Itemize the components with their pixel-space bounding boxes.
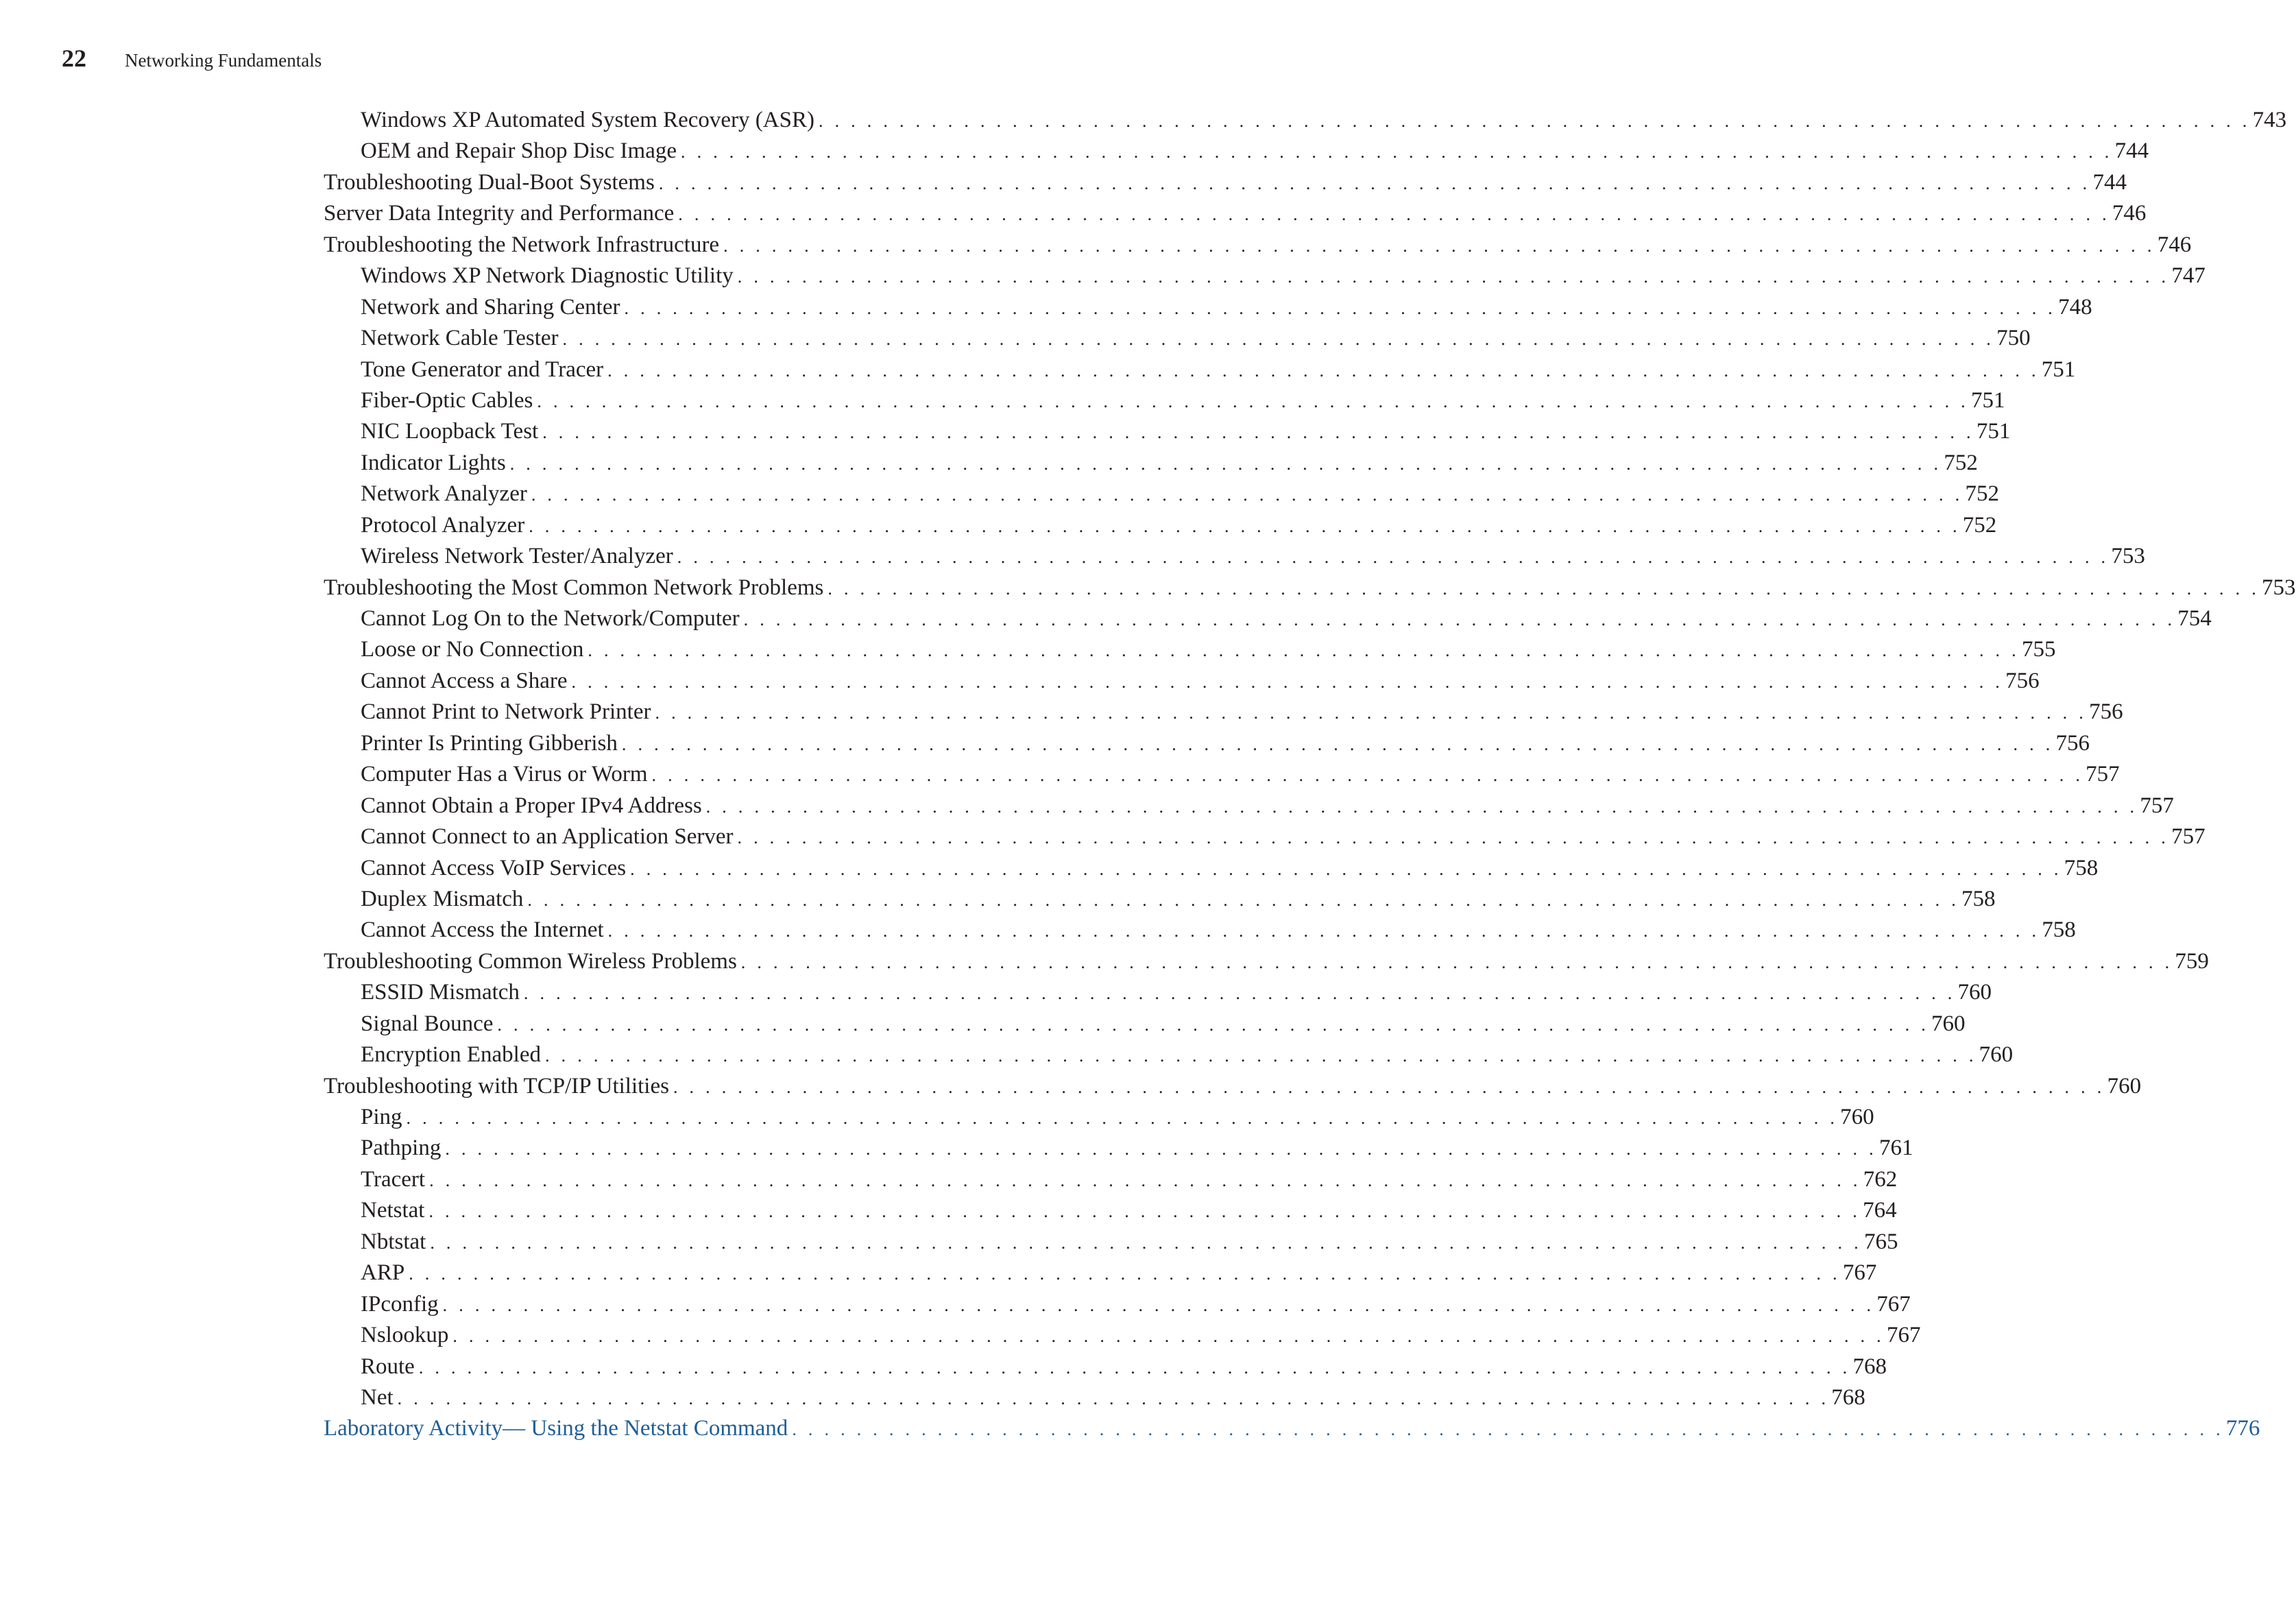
dot-leader: . . . . . . . . . . . . . . . . . . . . . . . . . . . . . . . . . . . . . . . . . . . . . . . . . . . . . . . . . . . . . . . . . . . . . . . . . . . . . . . . . . . . . . . . . bbox=[588, 640, 2020, 661]
toc-entry-page-number: 765 bbox=[1863, 1229, 1898, 1254]
dot-leader: . . . . . . . . . . . . . . . . . . . . . . . . . . . . . . . . . . . . . . . . . . . . . . . . . . . . . . . . . . . . . . . . . . . . . . . . . . . . . . . . . . . . . . . . . bbox=[545, 1046, 1977, 1066]
dot-leader: . . . . . . . . . . . . . . . . . . . . . . . . . . . . . . . . . . . . . . . . . . . . . . . . . . . . . . . . . . . . . . . . . . . . . . . . . . . . . . . . . . . . . . . . . bbox=[409, 1264, 1841, 1284]
toc-entry bbox=[324, 416, 2011, 447]
toc-entry-title: Cannot Log On to the Network/Computer bbox=[361, 606, 740, 631]
toc-entry-page-number: 751 bbox=[1976, 419, 2011, 444]
toc-entry-page-number: 762 bbox=[1863, 1166, 1898, 1192]
dot-leader: . . . . . . . . . . . . . . . . . . . . . . . . . . . . . . . . . . . . . . . . . . . . . . . . . . . . . . . . . . . . . . . . . . . . . . . . . . . . . . . . . . . . . . . . . bbox=[529, 516, 1961, 536]
dot-leader: . . . . . . . . . . . . . . . . . . . . . . . . . . . . . . . . . . . . . . . . . . . . . . . . . . . . . . . . . . . . . . . . . . . . . . . . . . . . . . . . . . . . . . . . . bbox=[509, 453, 1942, 474]
toc-entry bbox=[324, 977, 1992, 1008]
dot-leader: . . . . . . . . . . . . . . . . . . . . . . . . . . . . . . . . . . . . . . . . . . . . . . . . . . . . . . . . . . . . . . . . . . . . . . . . . . . . . . . . . . . . . . . . . bbox=[723, 235, 2155, 256]
toc-entry bbox=[324, 884, 1996, 915]
toc-entry bbox=[324, 292, 2092, 323]
dot-leader: . . . . . . . . . . . . . . . . . . . . . . . . . . . . . . . . . . . . . . . . . . . . . . . . . . . . . . . . . . . . . . . . . . . . . . . . . . . . . . . . . . . . . . . . . bbox=[537, 391, 1969, 411]
toc-entry-lab-activity bbox=[324, 1413, 2260, 1444]
toc-entry bbox=[324, 1227, 1898, 1258]
toc-entry bbox=[324, 1133, 1913, 1164]
toc-entry-page-number: 767 bbox=[1876, 1291, 1911, 1317]
toc-entry bbox=[324, 510, 1997, 541]
dot-leader: . . . . . . . . . . . . . . . . . . . . . . . . . . . . . . . . . . . . . . . . . . . . . . . . . . . . . . . . . . . . . . . . . . . . . . . . . . . . . . . . . . . . . . . . . bbox=[445, 1139, 1877, 1160]
toc-entry-page-number: 758 bbox=[2064, 855, 2099, 880]
toc-entry-page-number: 768 bbox=[1852, 1354, 1887, 1379]
toc-entry bbox=[324, 1258, 1877, 1288]
toc-entry-page-number: 744 bbox=[2114, 139, 2149, 164]
toc-entry-title: Troubleshooting with TCP/IP Utilities bbox=[324, 1073, 669, 1098]
dot-leader: . . . . . . . . . . . . . . . . . . . . . . . . . . . . . . . . . . . . . . . . . . . . . . . . . . . . . . . . . . . . . . . . . . . . . . . . . . . . . . . . . . . . . . . . . bbox=[542, 422, 1974, 443]
toc-entry bbox=[324, 1164, 1898, 1195]
toc-entry-title: Loose or No Connection bbox=[361, 637, 584, 662]
toc-entry-page-number: 744 bbox=[2092, 169, 2127, 195]
toc-entry-title: Laboratory Activity— Using the Netstat Command bbox=[324, 1416, 788, 1441]
toc-entry bbox=[324, 261, 2206, 291]
dot-leader: . . . . . . . . . . . . . . . . . . . . . . . . . . . . . . . . . . . . . . . . . . . . . . . . . . . . . . . . . . . . . . . . . . . . . . . . . . . . . . . . . . . . . . . . . bbox=[527, 889, 1959, 910]
toc-entry-title: OEM and Repair Shop Disc Image bbox=[361, 139, 677, 164]
toc-entry-title: Cannot Obtain a Proper IPv4 Address bbox=[361, 793, 702, 818]
toc-entry bbox=[324, 1102, 1874, 1133]
toc-entry-title: Cannot Access VoIP Services bbox=[361, 855, 627, 880]
toc-entry-page-number: 757 bbox=[2086, 762, 2120, 787]
dot-leader: . . . . . . . . . . . . . . . . . . . . . . . . . . . . . . . . . . . . . . . . . . . . . . . . . . . . . . . . . . . . . . . . . . . . . . . . . . . . . . . . . . . . . . . . . bbox=[818, 111, 2251, 131]
dot-leader: . . . . . . . . . . . . . . . . . . . . . . . . . . . . . . . . . . . . . . . . . . . . . . . . . . . . . . . . . . . . . . . . . . . . . . . . . . . . . . . . . . . . . . . . . bbox=[651, 765, 2084, 786]
toc-entry-page-number: 751 bbox=[2041, 357, 2076, 382]
toc-entry-page-number: 759 bbox=[2175, 948, 2209, 974]
dot-leader: . . . . . . . . . . . . . . . . . . . . . . . . . . . . . . . . . . . . . . . . . . . . . . . . . . . . . . . . . . . . . . . . . . . . . . . . . . . . . . . . . . . . . . . . . bbox=[429, 1170, 1861, 1190]
toc-entry-page-number: 760 bbox=[2107, 1073, 2142, 1098]
dot-leader: . . . . . . . . . . . . . . . . . . . . . . . . . . . . . . . . . . . . . . . . . . . . . . . . . . . . . . . . . . . . . . . . . . . . . . . . . . . . . . . . . . . . . . . . . bbox=[406, 1108, 1839, 1128]
toc-entry-page-number: 747 bbox=[2171, 263, 2206, 289]
dot-leader: . . . . . . . . . . . . . . . . . . . . . . . . . . . . . . . . . . . . . . . . . . . . . . . . . . . . . . . . . . . . . . . . . . . . . . . . . . . . . . . . . . . . . . . . . bbox=[655, 703, 2088, 723]
dot-leader: . . . . . . . . . . . . . . . . . . . . . . . . . . . . . . . . . . . . . . . . . . . . . . . . . . . . . . . . . . . . . . . . . . . . . . . . . . . . . . . . . . . . . . . . . bbox=[497, 1014, 1930, 1035]
toc-entry bbox=[324, 1352, 1887, 1382]
dot-leader: . . . . . . . . . . . . . . . . . . . . . . . . . . . . . . . . . . . . . . . . . . . . . . . . . . . . . . . . . . . . . . . . . . . . . . . . . . . . . . . . . . . . . . . . . bbox=[705, 796, 2138, 817]
dot-leader: . . . . . . . . . . . . . . . . . . . . . . . . . . . . . . . . . . . . . . . . . . . . . . . . . . . . . . . . . . . . . . . . . . . . . . . . . . . . . . . . . . . . . . . . . bbox=[523, 983, 1956, 1004]
dot-leader: . . . . . . . . . . . . . . . . . . . . . . . . . . . . . . . . . . . . . . . . . . . . . . . . . . . . . . . . . . . . . . . . . . . . . . . . . . . . . . . . . . . . . . . . . bbox=[630, 858, 2062, 879]
toc-entry-title: Windows XP Automated System Recovery (ASR) bbox=[361, 108, 814, 132]
dot-leader: . . . . . . . . . . . . . . . . . . . . . . . . . . . . . . . . . . . . . . . . . . . . . . . . . . . . . . . . . . . . . . . . . . . . . . . . . . . . . . . . . . . . . . . . . bbox=[737, 828, 2170, 848]
dot-leader: . . . . . . . . . . . . . . . . . . . . . . . . . . . . . . . . . . . . . . . . . . . . . . . . . . . . . . . . . . . . . . . . . . . . . . . . . . . . . . . . . . . . . . . . . bbox=[737, 267, 2170, 287]
toc-entry-title: Encryption Enabled bbox=[361, 1042, 542, 1068]
toc-entry bbox=[324, 479, 1999, 509]
toc-entry-title: Troubleshooting Common Wireless Problems bbox=[324, 948, 737, 974]
page-number: 22 bbox=[62, 45, 86, 72]
toc-entry-page-number: 768 bbox=[1831, 1384, 1865, 1410]
toc-entry-title: Network and Sharing Center bbox=[361, 294, 620, 320]
toc-entry bbox=[324, 448, 1978, 479]
toc-entry-title: Computer Has a Virus or Worm bbox=[361, 762, 648, 787]
toc-entry-page-number: 752 bbox=[1965, 481, 1999, 507]
dot-leader: . . . . . . . . . . . . . . . . . . . . . . . . . . . . . . . . . . . . . . . . . . . . . . . . . . . . . . . . . . . . . . . . . . . . . . . . . . . . . . . . . . . . . . . . . bbox=[442, 1295, 1875, 1315]
dot-leader: . . . . . . . . . . . . . . . . . . . . . . . . . . . . . . . . . . . . . . . . . . . . . . . . . . . . . . . . . . . . . . . . . . . . . . . . . . . . . . . . . . . . . . . . . bbox=[607, 360, 2040, 381]
dot-leader: . . . . . . . . . . . . . . . . . . . . . . . . . . . . . . . . . . . . . . . . . . . . . . . . . . . . . . . . . . . . . . . . . . . . . . . . . . . . . . . . . . . . . . . . . bbox=[827, 578, 2260, 599]
toc-entry bbox=[324, 697, 2123, 728]
toc-entry-page-number: 751 bbox=[1970, 387, 2005, 413]
toc-entry bbox=[324, 915, 2076, 946]
toc-entry bbox=[324, 136, 2149, 167]
toc-entry-page-number: 752 bbox=[1962, 512, 1997, 538]
toc-entry-title: Network Cable Tester bbox=[361, 326, 559, 351]
dot-leader: . . . . . . . . . . . . . . . . . . . . . . . . . . . . . . . . . . . . . . . . . . . . . . . . . . . . . . . . . . . . . . . . . . . . . . . . . . . . . . . . . . . . . . . . . bbox=[562, 329, 1995, 350]
toc-entry-title: Net bbox=[361, 1384, 394, 1410]
toc-entry bbox=[324, 634, 2056, 665]
dot-leader: . . . . . . . . . . . . . . . . . . . . . . . . . . . . . . . . . . . . . . . . . . . . . . . . . . . . . . . . . . . . . . . . . . . . . . . . . . . . . . . . . . . . . . . . . bbox=[677, 547, 2110, 568]
toc-entry-page-number: 760 bbox=[1979, 1042, 2014, 1068]
toc-entry-title: Cannot Print to Network Printer bbox=[361, 699, 651, 725]
toc-entry bbox=[324, 1289, 1911, 1320]
toc-entry bbox=[324, 1195, 1897, 1226]
toc-entry-title: Cannot Access the Internet bbox=[361, 917, 604, 943]
toc-entry-title: Netstat bbox=[361, 1198, 425, 1223]
toc-entry-title: Troubleshooting the Most Common Network Problems bbox=[324, 575, 824, 600]
toc-entry bbox=[324, 728, 2090, 759]
dot-leader: . . . . . . . . . . . . . . . . . . . . . . . . . . . . . . . . . . . . . . . . . . . . . . . . . . . . . . . . . . . . . . . . . . . . . . . . . . . . . . . . . . . . . . . . . bbox=[658, 173, 2091, 193]
book-title: Networking Fundamentals bbox=[125, 50, 322, 71]
toc-entry-title: Cannot Connect to an Application Server bbox=[361, 824, 734, 850]
toc-entry bbox=[324, 541, 2145, 572]
dot-leader: . . . . . . . . . . . . . . . . . . . . . . . . . . . . . . . . . . . . . . . . . . . . . . . . . . . . . . . . . . . . . . . . . . . . . . . . . . . . . . . . . . . . . . . . . bbox=[571, 671, 2004, 692]
toc-entry-page-number: 767 bbox=[1886, 1323, 1921, 1348]
dot-leader: . . . . . . . . . . . . . . . . . . . . . . . . . . . . . . . . . . . . . . . . . . . . . . . . . . . . . . . . . . . . . . . . . . . . . . . . . . . . . . . . . . . . . . . . . bbox=[624, 298, 2057, 318]
dot-leader: . . . . . . . . . . . . . . . . . . . . . . . . . . . . . . . . . . . . . . . . . . . . . . . . . . . . . . . . . . . . . . . . . . . . . . . . . . . . . . . . . . . . . . . . . bbox=[673, 1077, 2105, 1097]
dot-leader: . . . . . . . . . . . . . . . . . . . . . . . . . . . . . . . . . . . . . . . . . . . . . . . . . . . . . . . . . . . . . . . . . . . . . . . . . . . . . . . . . . . . . . . . . bbox=[678, 204, 2110, 225]
toc-entry bbox=[324, 1071, 2142, 1102]
toc-entry-page-number: 746 bbox=[2112, 201, 2147, 226]
toc-entry bbox=[324, 1382, 1865, 1413]
toc-entry bbox=[324, 105, 2287, 136]
toc-entry bbox=[324, 230, 2192, 261]
toc-entry-page-number: 753 bbox=[2111, 544, 2145, 569]
toc-entry-title: Troubleshooting the Network Infrastructure bbox=[324, 232, 720, 257]
toc-entry bbox=[324, 603, 2212, 634]
toc-entry bbox=[324, 1009, 1966, 1040]
toc-entry-page-number: 748 bbox=[2058, 294, 2092, 320]
toc-entry-page-number: 758 bbox=[2042, 917, 2076, 943]
toc-entry-page-number: 756 bbox=[2089, 699, 2123, 725]
dot-leader: . . . . . . . . . . . . . . . . . . . . . . . . . . . . . . . . . . . . . . . . . . . . . . . . . . . . . . . . . . . . . . . . . . . . . . . . . . . . . . . . . . . . . . . . . bbox=[418, 1357, 1851, 1378]
toc-entry-page-number: 754 bbox=[2177, 606, 2212, 631]
dot-leader: . . . . . . . . . . . . . . . . . . . . . . . . . . . . . . . . . . . . . . . . . . . . . . . . . . . . . . . . . . . . . . . . . . . . . . . . . . . . . . . . . . . . . . . . . bbox=[428, 1201, 1861, 1222]
toc-entry-page-number: 764 bbox=[1863, 1198, 1897, 1223]
toc-entry-title: Duplex Mismatch bbox=[361, 886, 524, 911]
toc-entry-title: Wireless Network Tester/Analyzer bbox=[361, 544, 673, 569]
toc-entry bbox=[324, 666, 2040, 697]
toc-entry-title: Windows XP Network Diagnostic Utility bbox=[361, 263, 734, 289]
toc-entry-title: IPconfig bbox=[361, 1291, 439, 1317]
toc-entry bbox=[324, 1040, 2014, 1070]
toc-entry bbox=[324, 759, 2120, 790]
toc-entry bbox=[324, 853, 2099, 884]
dot-leader: . . . . . . . . . . . . . . . . . . . . . . . . . . . . . . . . . . . . . . . . . . . . . . . . . . . . . . . . . . . . . . . . . . . . . . . . . . . . . . . . . . . . . . . . . bbox=[531, 485, 1963, 505]
toc-entry-page-number: 750 bbox=[1996, 326, 2031, 351]
toc-entry-title: Tracert bbox=[361, 1166, 426, 1192]
toc-entry-title: Pathping bbox=[361, 1136, 442, 1161]
dot-leader: . . . . . . . . . . . . . . . . . . . . . . . . . . . . . . . . . . . . . . . . . . . . . . . . . . . . . . . . . . . . . . . . . . . . . . . . . . . . . . . . . . . . . . . . . bbox=[621, 734, 2054, 754]
toc-entry-page-number: 761 bbox=[1878, 1136, 1913, 1161]
toc-entry-page-number: 757 bbox=[2140, 793, 2174, 818]
toc-entry-page-number: 776 bbox=[2225, 1416, 2260, 1441]
dot-leader: . . . . . . . . . . . . . . . . . . . . . . . . . . . . . . . . . . . . . . . . . . . . . . . . . . . . . . . . . . . . . . . . . . . . . . . . . . . . . . . . . . . . . . . . . bbox=[792, 1419, 2224, 1440]
table-of-contents bbox=[324, 105, 2296, 1445]
toc-entry-page-number: 756 bbox=[2055, 730, 2090, 756]
toc-entry-page-number: 767 bbox=[1842, 1260, 1877, 1286]
toc-entry bbox=[324, 198, 2147, 229]
toc-entry-title: Signal Bounce bbox=[361, 1011, 494, 1036]
toc-entry-title: ARP bbox=[361, 1260, 405, 1286]
toc-entry bbox=[324, 323, 2031, 354]
dot-leader: . . . . . . . . . . . . . . . . . . . . . . . . . . . . . . . . . . . . . . . . . . . . . . . . . . . . . . . . . . . . . . . . . . . . . . . . . . . . . . . . . . . . . . . . . bbox=[430, 1232, 1862, 1253]
toc-entry-page-number: 757 bbox=[2171, 824, 2206, 850]
running-head bbox=[62, 44, 322, 78]
toc-entry bbox=[324, 355, 2076, 385]
toc-entry bbox=[324, 946, 2209, 977]
toc-entry-title: ESSID Mismatch bbox=[361, 980, 520, 1005]
toc-entry-page-number: 746 bbox=[2157, 232, 2192, 257]
toc-entry-page-number: 760 bbox=[1840, 1105, 1874, 1129]
dot-leader: . . . . . . . . . . . . . . . . . . . . . . . . . . . . . . . . . . . . . . . . . . . . . . . . . . . . . . . . . . . . . . . . . . . . . . . . . . . . . . . . . . . . . . . . . bbox=[681, 142, 2113, 163]
toc-entry-title: Troubleshooting Dual-Boot Systems bbox=[324, 169, 655, 195]
toc-entry-page-number: 758 bbox=[1961, 886, 1996, 911]
dot-leader: . . . . . . . . . . . . . . . . . . . . . . . . . . . . . . . . . . . . . . . . . . . . . . . . . . . . . . . . . . . . . . . . . . . . . . . . . . . . . . . . . . . . . . . . . bbox=[452, 1326, 1885, 1347]
dot-leader: . . . . . . . . . . . . . . . . . . . . . . . . . . . . . . . . . . . . . . . . . . . . . . . . . . . . . . . . . . . . . . . . . . . . . . . . . . . . . . . . . . . . . . . . . bbox=[607, 921, 2040, 941]
toc-entry-page-number: 752 bbox=[1944, 450, 1978, 475]
toc-entry-page-number: 760 bbox=[1957, 980, 1992, 1005]
toc-entry-title: Tone Generator and Tracer bbox=[361, 357, 604, 382]
toc-entry bbox=[324, 573, 2296, 603]
toc-entry-title: Server Data Integrity and Performance bbox=[324, 201, 675, 226]
toc-entry-title: Protocol Analyzer bbox=[361, 512, 525, 538]
toc-entry-title: Nbtstat bbox=[361, 1229, 426, 1254]
toc-entry-title: Route bbox=[361, 1354, 415, 1379]
toc-entry-title: Nslookup bbox=[361, 1323, 449, 1348]
dot-leader: . . . . . . . . . . . . . . . . . . . . . . . . . . . . . . . . . . . . . . . . . . . . . . . . . . . . . . . . . . . . . . . . . . . . . . . . . . . . . . . . . . . . . . . . . bbox=[743, 610, 2176, 629]
toc-entry-title: Ping bbox=[361, 1105, 402, 1129]
toc-entry-title: NIC Loopback Test bbox=[361, 419, 539, 444]
dot-leader: . . . . . . . . . . . . . . . . . . . . . . . . . . . . . . . . . . . . . . . . . . . . . . . . . . . . . . . . . . . . . . . . . . . . . . . . . . . . . . . . . . . . . . . . . bbox=[740, 952, 2173, 972]
toc-entry-page-number: 760 bbox=[1931, 1011, 1966, 1036]
toc-entry-title: Cannot Access a Share bbox=[361, 668, 568, 693]
dot-leader: . . . . . . . . . . . . . . . . . . . . . . . . . . . . . . . . . . . . . . . . . . . . . . . . . . . . . . . . . . . . . . . . . . . . . . . . . . . . . . . . . . . . . . . . . bbox=[397, 1388, 1830, 1408]
toc-entry bbox=[324, 791, 2174, 821]
toc-entry-title: Network Analyzer bbox=[361, 481, 527, 507]
toc-entry-title: Fiber-Optic Cables bbox=[361, 387, 533, 413]
toc-entry bbox=[324, 821, 2206, 852]
toc-entry-title: Printer Is Printing Gibberish bbox=[361, 730, 618, 756]
toc-entry-page-number: 756 bbox=[2005, 668, 2040, 693]
toc-entry-page-number: 755 bbox=[2021, 637, 2056, 662]
toc-entry-title: Indicator Lights bbox=[361, 450, 506, 475]
toc-entry bbox=[324, 167, 2127, 198]
toc-entry bbox=[324, 385, 2005, 416]
toc-entry-page-number: 743 bbox=[2252, 108, 2287, 132]
toc-entry-page-number: 753 bbox=[2262, 575, 2296, 600]
toc-entry bbox=[324, 1320, 1921, 1351]
